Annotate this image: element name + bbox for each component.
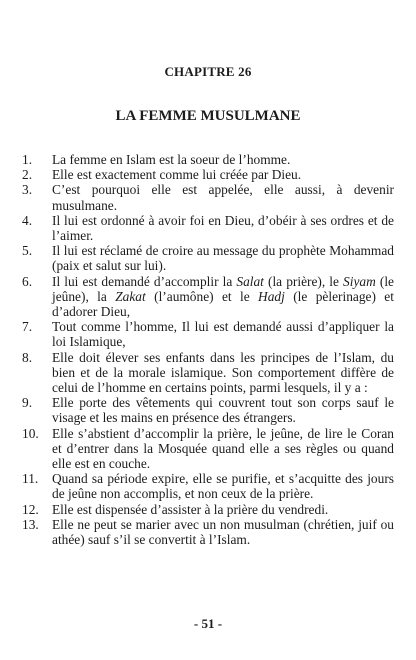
list-item-number: 12.: [22, 501, 39, 517]
list-item-text: [52, 243, 394, 273]
list-item: [22, 182, 394, 212]
list-item-text: [52, 274, 394, 320]
list-item-number: 10.: [22, 425, 39, 441]
list-item: [22, 243, 394, 273]
list-item: [22, 213, 394, 243]
text-segment: Elle est dispensée d’assister à la prière du vendredi.: [52, 501, 329, 517]
text-segment: Il lui est ordonné à avoir foi en Dieu, d’obéir à ses ordres et de l’aimer.: [52, 212, 394, 244]
list-item-number: 11.: [22, 471, 39, 487]
list-item-text: [52, 182, 394, 212]
list-item-text: [52, 471, 394, 501]
list-item: [22, 350, 394, 396]
text-segment: (l’aumône) et le: [145, 288, 259, 304]
list-item: [22, 274, 394, 320]
text-segment: Elle doit élever ses enfants dans les principes de l’Islam, du bien et de la morale islamique. Son comportement diffère de celui de l’homme en certains points, parmi lesquels, il y a :: [52, 349, 394, 396]
list-item-number: 7.: [22, 319, 33, 335]
list-item: [22, 517, 394, 547]
italic-term: Salat: [236, 273, 264, 289]
list-item-number: 3.: [22, 182, 33, 198]
list-item: [22, 502, 394, 517]
chapter-heading: CHAPITRE 26: [164, 64, 252, 79]
page-number: - 51 -: [193, 616, 223, 631]
list-item: [22, 426, 394, 472]
text-segment: Il lui est réclamé de croire au message du prophète Mohammad (paix et salut sur lui).: [52, 243, 394, 274]
list-item-text: [52, 395, 394, 425]
italic-term: Siyam: [343, 273, 376, 289]
list-item-number: 6.: [22, 273, 33, 289]
list-item-text: [52, 152, 394, 167]
list-item: [22, 471, 394, 501]
list-item-number: 9.: [22, 395, 33, 411]
text-segment: Tout comme l’homme, Il lui est demandé aussi d’appliquer la loi Islamique,: [52, 319, 394, 350]
list-item-text: [52, 350, 394, 396]
numbered-list: [22, 152, 394, 547]
list-item-text: [52, 517, 394, 547]
text-segment: (le jeûne), la: [52, 273, 394, 304]
text-segment: Elle porte des vêtements qui couvrent tout son corps sauf le visage et les mains en présence des étrangers.: [52, 395, 394, 426]
list-item-number: 5.: [22, 243, 33, 259]
list-item-number: 8.: [22, 349, 33, 365]
text-segment: Elle est exactement comme lui créée par Dieu.: [52, 167, 302, 183]
chapter-title: LA FEMME MUSULMANE: [115, 108, 301, 124]
list-item-number: 1.: [22, 152, 33, 167]
text-segment: Elle s’abstient d’accomplir la prière, le jeûne, de lire le Coran et d’entrer dans la Mosquée quand elle a ses règles ou quand elle est en couche.: [52, 425, 394, 472]
text-segment: Elle ne peut se marier avec un non musulman (chrétien, juif ou athée) sauf s’il se convertit à l’Islam.: [52, 516, 394, 548]
list-item-text: [52, 426, 394, 472]
text-segment: La femme en Islam est la soeur de l’homme.: [52, 152, 291, 167]
list-item: [22, 152, 394, 167]
list-item-text: [52, 167, 394, 182]
list-item-number: 4.: [22, 212, 33, 228]
list-item: [22, 395, 394, 425]
list-item-number: 2.: [22, 167, 33, 183]
list-item: [22, 319, 394, 349]
text-segment: C’est pourquoi elle est appelée, elle aussi, à devenir musulmane.: [52, 182, 394, 213]
italic-term: Hadj: [258, 288, 285, 304]
list-item: [22, 167, 394, 182]
list-item-text: [52, 502, 394, 517]
text-segment: Il lui est demandé d’accomplir la: [52, 273, 237, 289]
text-segment: (la prière), le: [263, 273, 344, 289]
italic-term: Zakat: [115, 288, 146, 304]
list-item-number: 13.: [22, 516, 39, 532]
text-segment: (le pèlerinage) et d’adorer Dieu,: [52, 288, 394, 320]
text-segment: Quand sa période expire, elle se purifie, et s’acquitte des jours de jeûne non accomplis, et non ceux de la prière.: [52, 471, 394, 502]
list-item-text: [52, 319, 394, 349]
list-item-text: [52, 213, 394, 243]
